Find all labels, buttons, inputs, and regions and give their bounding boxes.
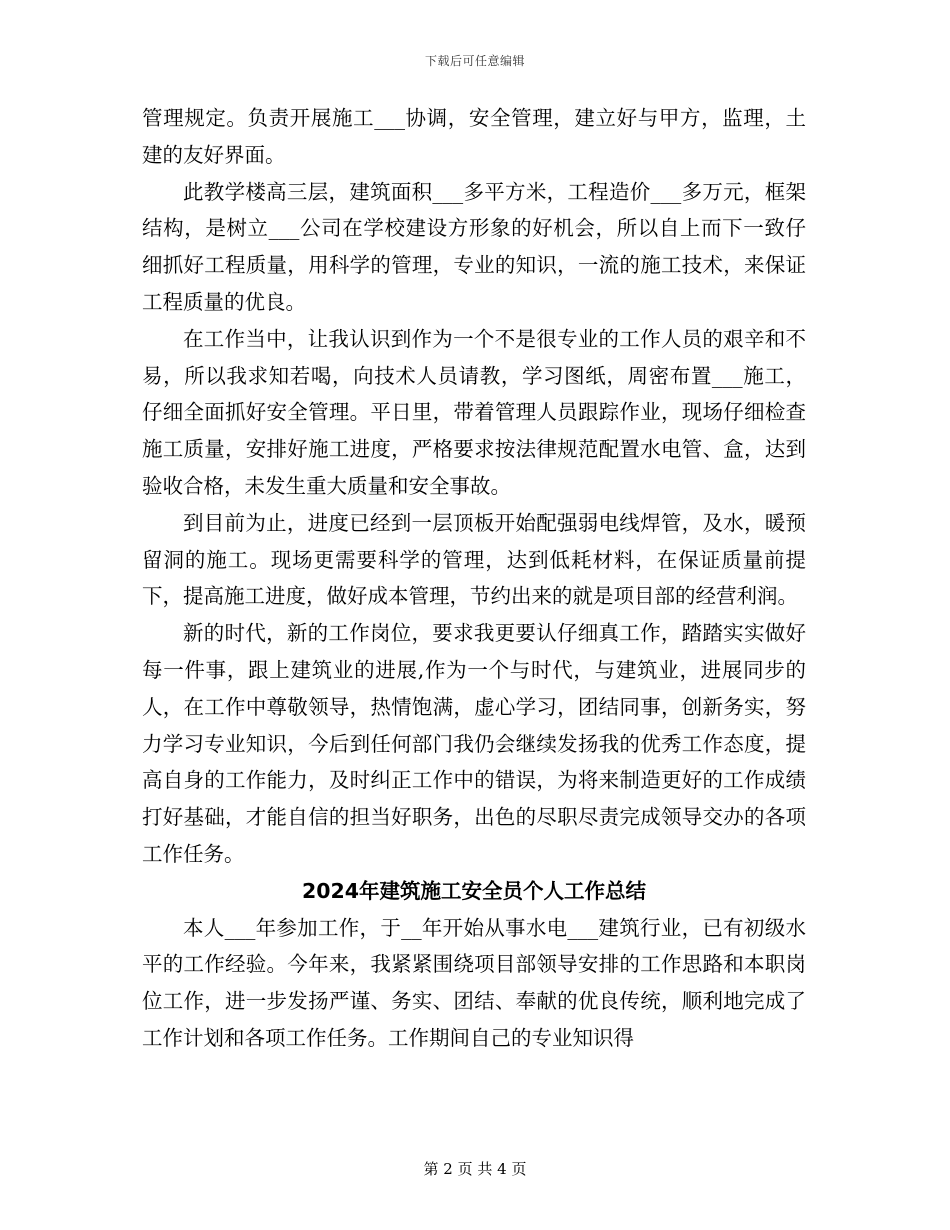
paragraph-5: 新的时代，新的工作岗位，要求我更要认仔细真工作，踏踏实实做好每一件事，跟上建筑业的进展,作为一个与时代，与建筑业，进展同步的人，在工作中尊敬领导，热情饱满，虚心学习，团结同事，创新务实，努力学习专业知识，今后到任何部门我仍会继续发扬我的优秀工作态度，提高自身的工作能力，及时纠正工作中的错误，为将来制造更好的工作成绩打好基础，才能自信的担当好职务，出色的尽职尽责完成领导交办的各项工作任务。 xyxy=(142,621,806,866)
paragraph-2: 此教学楼高三层，建筑面积___多平方米，工程造价___多万元，框架结构，是树立___公司在学校建设方形象的好机会，所以自上而下一致仔细抓好工程质量，用科学的管理，专业的知识，一流的施工技术，来保证工程质量的优良。 xyxy=(142,179,806,314)
section-title: 2024年建筑施工安全员个人工作总结 xyxy=(301,878,647,903)
section-paragraph-1: 本人___年参加工作，于__年开始从事水电___建筑行业，已有初级水平的工作经验。今年来，我紧紧围绕项目部领导安排的工作思路和本职岗位工作，进一步发扬严谨、务实、团结、奉献的优良传统，顺利地完成了工作计划和各项工作任务。工作期间自己的专业知识得 xyxy=(142,915,806,1050)
page-footer: 第 2 页 共 4 页 xyxy=(423,1160,527,1178)
paragraph-4: 到目前为止，进度已经到一层顶板开始配强弱电线焊管，及水，暖预留洞的施工。现场更需要科学的管理，达到低耗材料，在保证质量前提下，提高施工进度，做好成本管理，节约出来的就是项目部的经营利润。 xyxy=(142,510,806,609)
paragraph-3: 在工作当中，让我认识到作为一个不是很专业的工作人员的艰辛和不易，所以我求知若喝，向技术人员请教，学习图纸，周密布置___施工，仔细全面抓好安全管理。平日里，带着管理人员跟踪作业，现场仔细检查施工质量，安排好施工进度，严格要求按法律规范配置水电管、盒，达到验收合格，未发生重大质量和安全事故。 xyxy=(142,326,806,498)
paragraph-1: 管理规定。负责开展施工___协调，安全管理，建立好与甲方，监理，土建的友好界面。 xyxy=(142,106,806,167)
page-header: 下载后可任意编辑 xyxy=(424,54,525,68)
document-body xyxy=(142,100,806,1057)
